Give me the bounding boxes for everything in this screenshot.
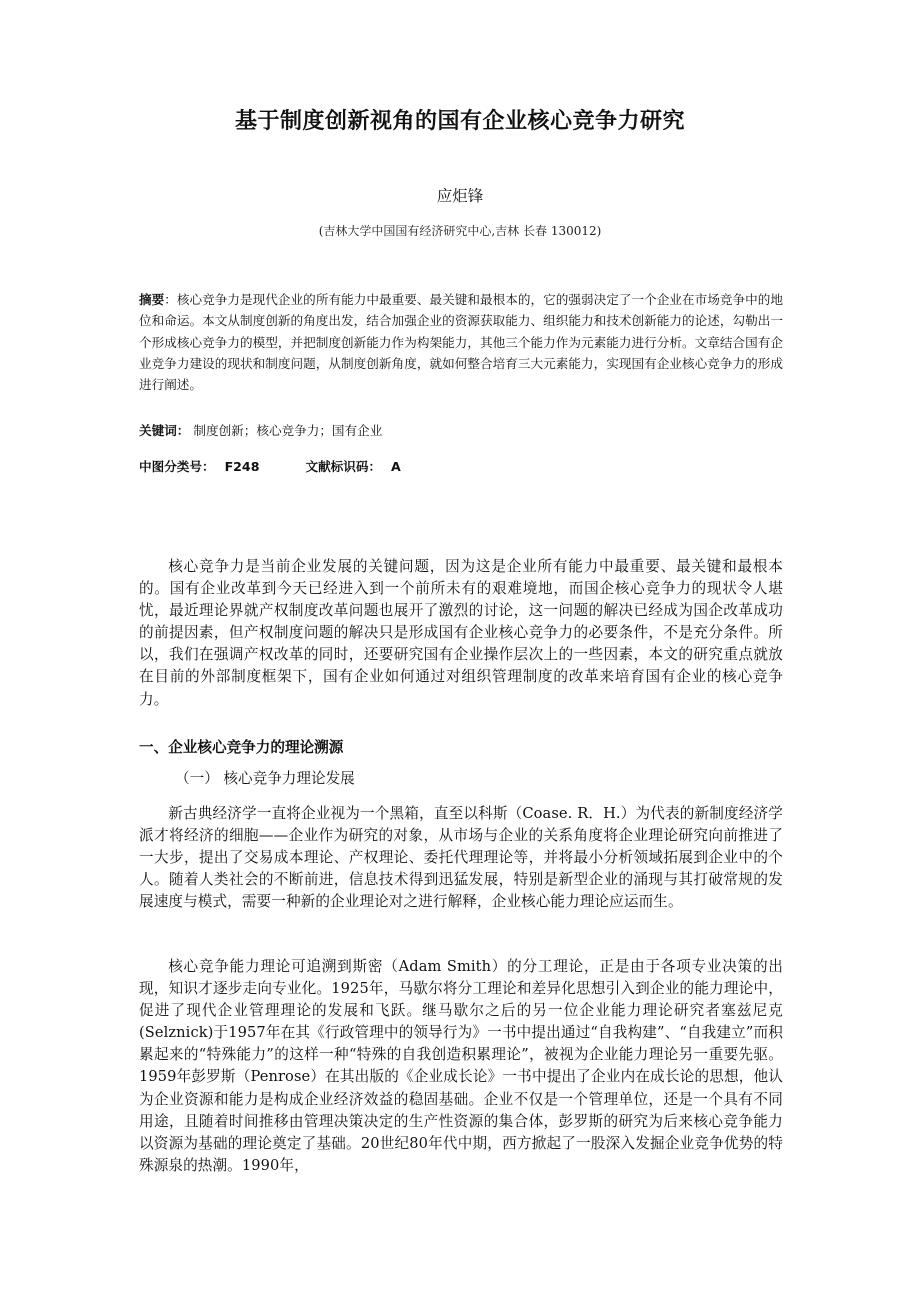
subsection-heading: （一） 核心竞争力理论发展 xyxy=(175,770,355,787)
classification-line xyxy=(139,456,783,475)
author-name: 应炬锋 xyxy=(436,187,484,205)
intro-paragraph: 核心竞争力是当前企业发展的关键问题，因为这是企业所有能力中最重要、最关键和最根本的。国有企业改革到今天已经进入到一个前所未有的艰难境地，而国企核心竞争力的现状令人堪忧，最近理论界就产权制度改革问题也展开了激烈的讨论，这一问题的解决已经成为国企改革成功的前提因素，但产权制度问题的解决只是形成国有企业核心竞争力的必要条件，不是充分条件。所以，我们在强调产权改革的同时，还要研究国有企业操作层次上的一些因素，本文的研究重点就放在目前的外部制度框架下，国有企业如何通过对组织管理制度的改革来培育国有企业的核心竞争力。 xyxy=(139,558,783,708)
abstract xyxy=(139,289,783,395)
doc-code-label: 文献标识码： xyxy=(305,459,382,474)
abstract-label: 摘要 xyxy=(139,292,165,307)
section-heading: 一、企业核心竞争力的理论溯源 xyxy=(139,739,344,756)
body-paragraph-2: 核心竞争能力理论可追溯到斯密（Adam Smith）的分工理论，正是由于各项专业决策的出现，知识才逐步走向专业化。1925年，马歇尔将分工理论和差异化思想引入到企业的能力理论中，促进了现代企业管理理论的发展和飞跃。继马歇尔之后的另一位企业能力理论研究者塞兹尼克(Selznick)于1957年在其《行政管理中的领导行为》一书中提出通过“自我构建”、“自我建立”而积累起来的“特殊能力”的这样一种“特殊的自我创造积累理论”，被视为企业能力理论另一重要先驱。1959年彭罗斯（Penrose）在其出版的《企业成长论》一书中提出了企业内在成长论的思想，他认为企业资源和能力是构成企业经济效益的稳固基础。企业不仅是一个管理单位，还是一个具有不同用途，且随着时间推移由管理决策决定的生产性资源的集合体，彭罗斯的研究为后来核心竞争能力以资源为基础的理论奠定了基础。20世纪80年代中期，西方掀起了一股深入发掘企业竞争优势的特殊源泉的热潮。1990年， xyxy=(139,958,783,1174)
author-affiliation: (吉林大学中国国有经济研究中心,吉林 长春 130012) xyxy=(318,224,602,238)
keywords xyxy=(139,420,783,439)
keywords-label: 关键词： xyxy=(139,423,190,438)
clc-label: 中图分类号： xyxy=(139,459,215,474)
body-paragraph-1: 新古典经济学一直将企业视为一个黑箱，直至以科斯（Coase. R．H.）为代表的新制度经济学派才将经济的细胞——企业作为研究的对象，从市场与企业的关系角度将企业理论研究向前推进了一大步，提出了交易成本理论、产权理论、委托代理理论等，并将最小分析领域拓展到企业中的个人。随着人类社会的不断前进，信息技术得到迅猛发展，特别是新型企业的涌现与其打破常规的发展速度与模式，需要一种新的企业理论对之进行解释，企业核心能力理论应运而生。 xyxy=(139,805,783,911)
keywords-text: 制度创新；核心竞争力；国有企业 xyxy=(193,423,383,438)
clc-value: F248 xyxy=(224,459,260,474)
paper-title: 基于制度创新视角的国有企业核心竞争力研究 xyxy=(234,109,685,134)
doc-code-value: A xyxy=(391,459,401,474)
abstract-text: 核心竞争力是现代企业的所有能力中最重要、最关键和最根本的，它的强弱决定了一个企业在市场竞争中的地位和命运。本文从制度创新的角度出发，结合加强企业的资源获取能力、组织能力和技术创新能力的论述，勾勒出一个形成核心竞争力的模型，并把制度创新能力作为构架能力，其他三个能力作为元素能力进行分析。文章结合国有企业竞争力建设的现状和制度问题，从制度创新角度，就如何整合培育三大元素能力，实现国有企业核心竞争力的形成进行阐述。 xyxy=(139,292,784,393)
abstract-separator: ： xyxy=(164,292,177,307)
